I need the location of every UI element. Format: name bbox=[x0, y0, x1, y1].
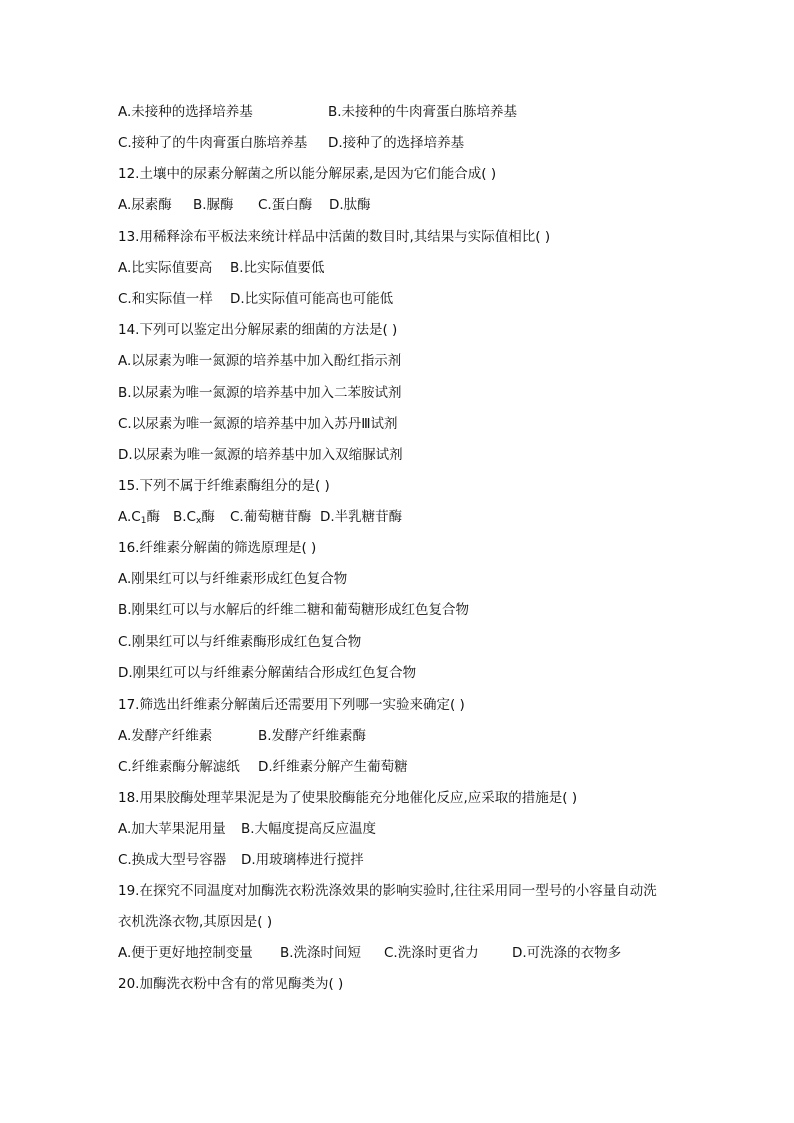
q17-option-b: B.发酵产纤维素酶 bbox=[258, 728, 367, 744]
q16-option-a: A.刚果红可以与纤维素形成红色复合物 bbox=[118, 571, 348, 587]
q13-option-b: B.比实际值要低 bbox=[230, 260, 325, 276]
q15-option-c: C.葡萄糖苷酶 bbox=[230, 509, 312, 525]
q15-option-b: $B.C_x$酶 bbox=[173, 509, 215, 526]
q18-option-b: B.大幅度提高反应温度 bbox=[241, 821, 377, 837]
q12-option-b: B.脲酶 bbox=[193, 197, 234, 213]
q14-option-d: D.以尿素为唯一氮源的培养基中加入双缩脲试剂 bbox=[118, 447, 403, 463]
q18-stem: 18.用果胶酶处理苹果泥是为了使果胶酶能充分地催化反应,应采取的措施是( ) bbox=[118, 790, 578, 806]
q14-option-a: A.以尿素为唯一氮源的培养基中加入酚红指示剂 bbox=[118, 353, 402, 369]
q11-option-c: C.接种了的牛肉膏蛋白胨培养基 bbox=[118, 135, 308, 151]
q12-stem: 12.土壤中的尿素分解菌之所以能分解尿素,是因为它们能合成( ) bbox=[118, 166, 497, 182]
q13-stem: 13.用稀释涂布平板法来统计样品中活菌的数目时,其结果与实际值相比( ) bbox=[118, 229, 551, 245]
q18-option-d: D.用玻璃棒进行搅拌 bbox=[241, 852, 364, 868]
q16-stem: 16.纤维素分解菌的筛选原理是( ) bbox=[118, 540, 317, 556]
q17-option-c: C.纤维素酶分解滤纸 bbox=[118, 759, 240, 775]
q19-stem-line-2: 衣机洗涤衣物,其原因是( ) bbox=[118, 914, 273, 930]
q14-option-c: C.以尿素为唯一氮源的培养基中加入苏丹Ⅲ试剂 bbox=[118, 416, 398, 432]
q15-option-d: D.半乳糖苷酶 bbox=[320, 509, 403, 525]
q16-option-c: C.刚果红可以与纤维素酶形成红色复合物 bbox=[118, 634, 362, 650]
q11-option-b: B.未接种的牛肉膏蛋白胨培养基 bbox=[328, 104, 518, 120]
q13-option-a: A.比实际值要高 bbox=[118, 260, 213, 276]
q12-option-c: C.蛋白酶 bbox=[258, 197, 313, 213]
q17-option-d: D.纤维素分解产生葡萄糖 bbox=[258, 759, 408, 775]
q19-option-c: C.洗涤时更省力 bbox=[384, 945, 479, 961]
q20-stem: 20.加酶洗衣粉中含有的常见酶类为( ) bbox=[118, 976, 344, 992]
q17-stem: 17.筛选出纤维素分解菌后还需要用下列哪一实验来确定( ) bbox=[118, 697, 465, 713]
q12-option-a: A.尿素酶 bbox=[118, 197, 172, 213]
q16-option-d: D.刚果红可以与纤维素分解菌结合形成红色复合物 bbox=[118, 665, 417, 681]
q13-option-d: D.比实际值可能高也可能低 bbox=[230, 291, 394, 307]
q14-stem: 14.下列可以鉴定出分解尿素的细菌的方法是( ) bbox=[118, 322, 398, 338]
q16-option-b: B.刚果红可以与水解后的纤维二糖和葡萄糖形成红色复合物 bbox=[118, 602, 470, 618]
q19-option-a: A.便于更好地控制变量 bbox=[118, 945, 253, 961]
q14-option-b: B.以尿素为唯一氮源的培养基中加入二苯胺试剂 bbox=[118, 385, 402, 401]
q11-option-a: A.未接种的选择培养基 bbox=[118, 104, 253, 120]
q17-option-a: A.发酵产纤维素 bbox=[118, 728, 213, 744]
q12-option-d: D.肽酶 bbox=[329, 197, 371, 213]
q18-option-a: A.加大苹果泥用量 bbox=[118, 821, 226, 837]
q15-option-a: $A.C_1$酶 bbox=[118, 509, 160, 526]
q19-option-d: D.可洗涤的衣物多 bbox=[512, 945, 622, 961]
q15-stem: 15.下列不属于纤维素酶组分的是( ) bbox=[118, 478, 330, 494]
q19-option-b: B.洗涤时间短 bbox=[280, 945, 362, 961]
q18-option-c: C.换成大型号容器 bbox=[118, 852, 227, 868]
q19-stem-line-1: 19.在探究不同温度对加酶洗衣粉洗涤效果的影响实验时,往往采用同一型号的小容量自动洗 bbox=[118, 883, 657, 899]
q11-option-d: D.接种了的选择培养基 bbox=[328, 135, 465, 151]
q13-option-c: C.和实际值一样 bbox=[118, 291, 213, 307]
